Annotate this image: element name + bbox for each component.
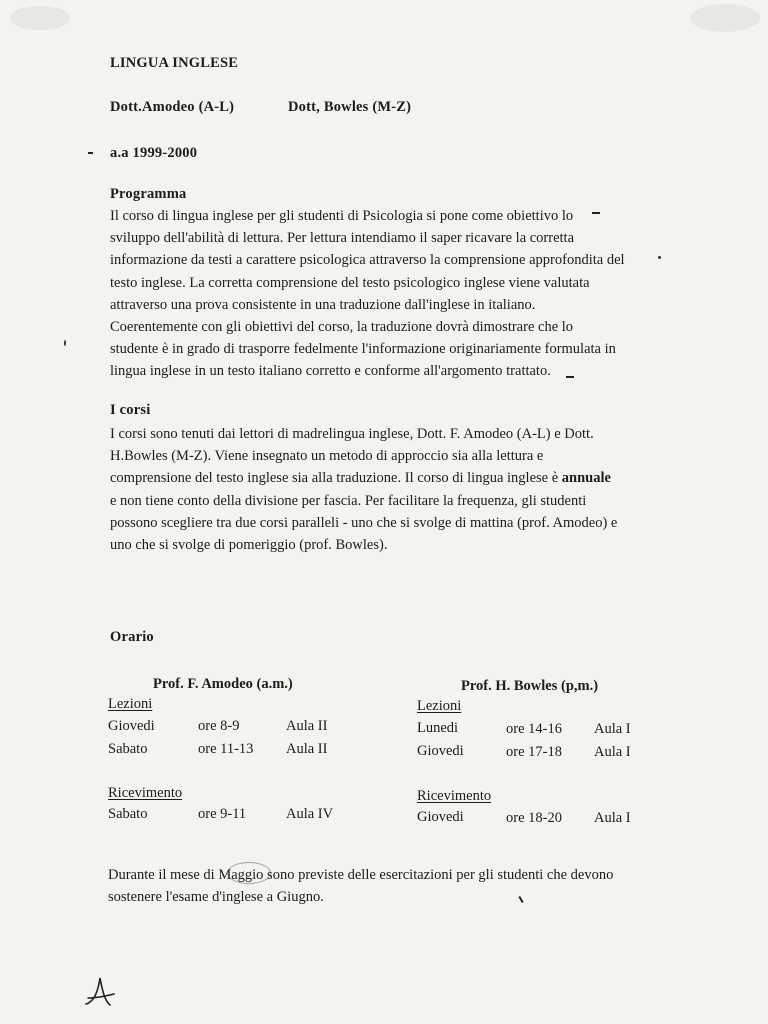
programma-paragraph xyxy=(110,205,670,383)
schedule-day: Giovedi xyxy=(417,809,464,825)
teacher-amodeo: Dott.Amodeo (A-L) xyxy=(110,99,235,115)
handwritten-mark-icon xyxy=(80,972,120,1012)
schedule-day: Sabato xyxy=(108,806,148,822)
paragraph-line: H.Bowles (M-Z). Viene insegnato un metodo di approccio sia alla lettura e xyxy=(110,448,544,465)
programma-heading: Programma xyxy=(110,186,187,202)
amodeo-ricevimento-label: Ricevimento xyxy=(108,785,183,801)
amodeo-schedule-title: Prof. F. Amodeo (a.m.) xyxy=(153,676,293,692)
schedule-time: ore 9-11 xyxy=(198,806,247,822)
schedule-day: Giovedi xyxy=(417,743,464,759)
schedule-time: ore 8-9 xyxy=(198,718,240,734)
schedule-day: Giovedi xyxy=(108,718,155,734)
bowles-lezioni-label: Lezioni xyxy=(417,698,462,714)
corsi-paragraph xyxy=(110,423,670,556)
scan-speck xyxy=(64,340,66,346)
schedule-time: ore 18-20 xyxy=(506,810,562,826)
paragraph-line: Coerentemente con gli obiettivi del corso, la traduzione dovrà dimostrare che lo xyxy=(110,319,574,336)
paragraph-text: comprensione del testo inglese sia alla traduzione. Il corso di lingua inglese è xyxy=(110,470,562,487)
annuale-emphasis: annuale xyxy=(561,470,611,487)
footer-note-line2: sostenere l'esame d'inglese a Giugno. xyxy=(108,889,324,905)
paragraph-line xyxy=(110,467,670,489)
paragraph-line: informazione da testi a carattere psicologica attraverso la comprensione approfondita del xyxy=(110,252,625,269)
schedule-day: Lunedi xyxy=(417,720,459,736)
scan-smudge-top-left xyxy=(10,6,70,30)
schedule-time: ore 14-16 xyxy=(506,721,562,737)
schedule-time: ore 11-13 xyxy=(198,741,254,757)
schedule-room: Aula I xyxy=(594,744,631,760)
schedule-room: Aula IV xyxy=(286,806,334,822)
scan-smudge-top-right xyxy=(690,4,760,32)
schedule-day: Sabato xyxy=(108,741,148,757)
paragraph-line: sviluppo dell'abilità di lettura. Per lettura intendiamo il saper ricavare la corretta xyxy=(110,230,575,247)
schedule-room: Aula I xyxy=(594,721,631,737)
bowles-schedule-title: Prof. H. Bowles (p,m.) xyxy=(461,678,599,694)
academic-year: a.a 1999-2000 xyxy=(110,145,198,161)
paragraph-line: Il corso di lingua inglese per gli studenti di Psicologia si pone come obiettivo lo xyxy=(110,208,574,224)
paragraph-line: uno che si svolge di pomeriggio (prof. Bowles). xyxy=(110,537,388,554)
scan-dash xyxy=(88,152,93,154)
scan-dash xyxy=(518,896,523,903)
paragraph-line: studente è in grado di trasporre fedelmente l'informazione originariamente formulata in xyxy=(110,341,616,358)
paragraph-line: lingua inglese in un testo italiano corretto e conforme all'argomento trattato. xyxy=(110,363,551,380)
paragraph-line: e non tiene conto della divisione per fascia. Per facilitare la frequenza, gli studenti xyxy=(110,492,587,509)
schedule-room: Aula II xyxy=(286,741,328,757)
paragraph-line: possono scegliere tra due corsi paralleli - uno che si svolge di mattina (prof. Amodeo) e xyxy=(110,514,618,531)
teacher-bowles: Dott, Bowles (M-Z) xyxy=(288,99,412,115)
paragraph-line: testo inglese. La corretta comprensione del testo psicologico inglese viene valutata xyxy=(110,274,590,291)
paragraph-line: I corsi sono tenuti dai lettori di madrelingua inglese, Dott. F. Amodeo (A-L) e Dott. xyxy=(110,426,594,442)
amodeo-lezioni-label: Lezioni xyxy=(108,696,153,712)
footer-note-line1: Durante il mese di Maggio sono previste delle esercitazioni per gli studenti che devono xyxy=(108,867,614,883)
bowles-ricevimento-label: Ricevimento xyxy=(417,788,492,804)
document-title: LINGUA INGLESE xyxy=(110,55,239,71)
orario-heading: Orario xyxy=(110,629,154,645)
schedule-room: Aula I xyxy=(594,810,631,826)
paragraph-line: attraverso una prova consistente in una traduzione dall'inglese in italiano. xyxy=(110,296,536,313)
schedule-room: Aula II xyxy=(286,718,328,734)
schedule-time: ore 17-18 xyxy=(506,744,562,760)
handwritten-circle-mark xyxy=(227,862,271,884)
corsi-heading: I corsi xyxy=(110,402,151,418)
